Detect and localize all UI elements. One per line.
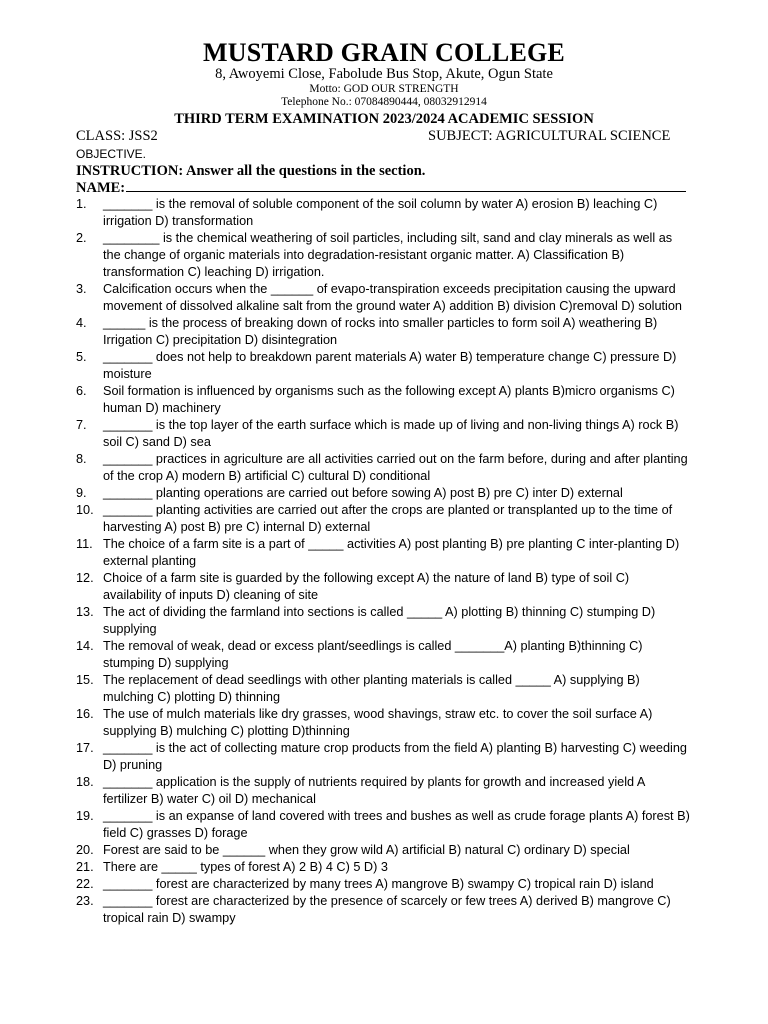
question-text: _______ practices in agriculture are all activities carried out on the farm before, during and after planting of the crop A) modern B) artificial C) cultural D) conditional (103, 452, 688, 483)
question-number: 22. (76, 877, 94, 891)
question-item (76, 604, 691, 638)
question-number: 3. (76, 282, 87, 296)
question-item (76, 281, 691, 315)
question-item (76, 740, 691, 774)
question-item (76, 672, 691, 706)
question-number: 4. (76, 316, 87, 330)
question-text: Soil formation is influenced by organisms such as the following except A) plants B)micro organisms C) human D) machinery (103, 384, 675, 415)
question-text: ________ is the chemical weathering of soil particles, including silt, sand and clay minerals as well as the change of organic materials into degradation-resistant organic matter. A) Classification B) transformation C) leaching D) irrigation. (103, 231, 673, 279)
question-number: 19. (76, 809, 94, 823)
instruction-text: INSTRUCTION: Answer all the questions in the section. (76, 163, 426, 179)
question-item (76, 638, 691, 672)
question-number: 8. (76, 452, 87, 466)
question-text: _______ planting operations are carried out before sowing A) post B) pre C) inter D) external (103, 486, 623, 500)
question-number: 15. (76, 673, 94, 687)
school-motto: Motto: GOD OUR STRENGTH (309, 83, 459, 95)
question-number: 23. (76, 894, 94, 908)
question-number: 20. (76, 843, 94, 857)
question-text: Calcification occurs when the ______ of evapo-transpiration exceeds precipitation causing the upward movement of dissolved alkaline salt from the ground water A) addition B) division C)removal D) solution (103, 282, 682, 313)
question-number: 2. (76, 231, 87, 245)
question-number: 1. (76, 197, 87, 211)
question-text: _______ forest are characterized by many trees A) mangrove B) swampy C) tropical rain D) island (103, 877, 654, 891)
question-number: 13. (76, 605, 94, 619)
question-item (76, 383, 691, 417)
question-item (76, 230, 691, 281)
question-number: 5. (76, 350, 87, 364)
question-number: 7. (76, 418, 87, 432)
question-text: _______ application is the supply of nutrients required by plants for growth and increased yield A fertilizer B) water C) oil D) mechanical (103, 775, 645, 806)
question-item (76, 876, 691, 893)
name-underline (126, 178, 686, 192)
question-text: ______ is the process of breaking down of rocks into smaller particles to form soil A) weathering B) Irrigation C) precipitation D) disintegration (103, 316, 658, 347)
question-text: The choice of a farm site is a part of _____ activities A) post planting B) pre planting C inter-planting D) external planting (103, 537, 680, 568)
question-item (76, 502, 691, 536)
question-text: _______ is the act of collecting mature crop products from the field A) planting B) harvesting C) weeding D) pruning (103, 741, 687, 772)
question-text: The removal of weak, dead or excess plant/seedlings is called _______A) planting B)thinning C) stumping D) supplying (103, 639, 643, 670)
question-item (76, 893, 691, 927)
question-item (76, 196, 691, 230)
question-number: 12. (76, 571, 94, 585)
question-item (76, 842, 691, 859)
question-number: 18. (76, 775, 94, 789)
question-number: 21. (76, 860, 94, 874)
question-item (76, 774, 691, 808)
question-item (76, 349, 691, 383)
subject-label: SUBJECT: AGRICULTURAL SCIENCE (428, 128, 671, 144)
section-label: OBJECTIVE. (76, 147, 147, 161)
question-text: The act of dividing the farmland into sections is called _____ A) plotting B) thinning C) stumping D) supplying (103, 605, 656, 636)
question-item (76, 859, 691, 876)
school-telephone: Telephone No.: 07084890444, 08032912914 (281, 96, 487, 108)
question-number: 17. (76, 741, 94, 755)
question-list (76, 196, 691, 927)
name-field (76, 178, 686, 197)
question-text: The use of mulch materials like dry grasses, wood shavings, straw etc. to cover the soil surface A) supplying B) mulching C) plotting D)thinning (103, 707, 653, 738)
question-text: _______ forest are characterized by the presence of scarcely or few trees A) derived B) mangrove C) tropical rain D) swampy (103, 894, 671, 925)
question-number: 10. (76, 503, 94, 517)
question-number: 16. (76, 707, 94, 721)
question-text: _______ is an expanse of land covered with trees and bushes as well as crude forage plants A) forest B) field C) grasses D) forage (103, 809, 690, 840)
question-number: 11. (76, 537, 93, 551)
question-item (76, 570, 691, 604)
school-name: MUSTARD GRAIN COLLEGE (203, 38, 565, 67)
question-item (76, 485, 691, 502)
question-text: Choice of a farm site is guarded by the following except A) the nature of land B) type of soil C) availability of inputs D) cleaning of site (103, 571, 630, 602)
question-number: 9. (76, 486, 87, 500)
question-text: There are _____ types of forest A) 2 B) 4 C) 5 D) 3 (103, 860, 388, 874)
school-address: 8, Awoyemi Close, Fabolude Bus Stop, Akute, Ogun State (215, 66, 553, 82)
exam-session-title: THIRD TERM EXAMINATION 2023/2024 ACADEMIC SESSION (174, 111, 594, 127)
question-item (76, 536, 691, 570)
question-text: _______ does not help to breakdown parent materials A) water B) temperature change C) pressure D) moisture (103, 350, 677, 381)
question-item (76, 706, 691, 740)
question-text: _______ planting activities are carried out after the crops are planted or transplanted up to the time of harvesting A) post B) pre C) internal D) external (103, 503, 673, 534)
question-item (76, 417, 691, 451)
class-label: CLASS: JSS2 (76, 128, 158, 144)
question-text: _______ is the removal of soluble component of the soil column by water A) erosion B) leaching C) irrigation D) transformation (103, 197, 658, 228)
question-item (76, 451, 691, 485)
question-number: 6. (76, 384, 87, 398)
question-text: The replacement of dead seedlings with other planting materials is called _____ A) supplying B) mulching C) plotting D) thinning (103, 673, 640, 704)
question-item (76, 315, 691, 349)
name-label: NAME: (76, 180, 126, 196)
question-number: 14. (76, 639, 94, 653)
question-item (76, 808, 691, 842)
question-text: Forest are said to be ______ when they grow wild A) artificial B) natural C) ordinary D) special (103, 843, 630, 857)
question-text: _______ is the top layer of the earth surface which is made up of living and non-living things A) rock B) soil C) sand D) sea (103, 418, 679, 449)
